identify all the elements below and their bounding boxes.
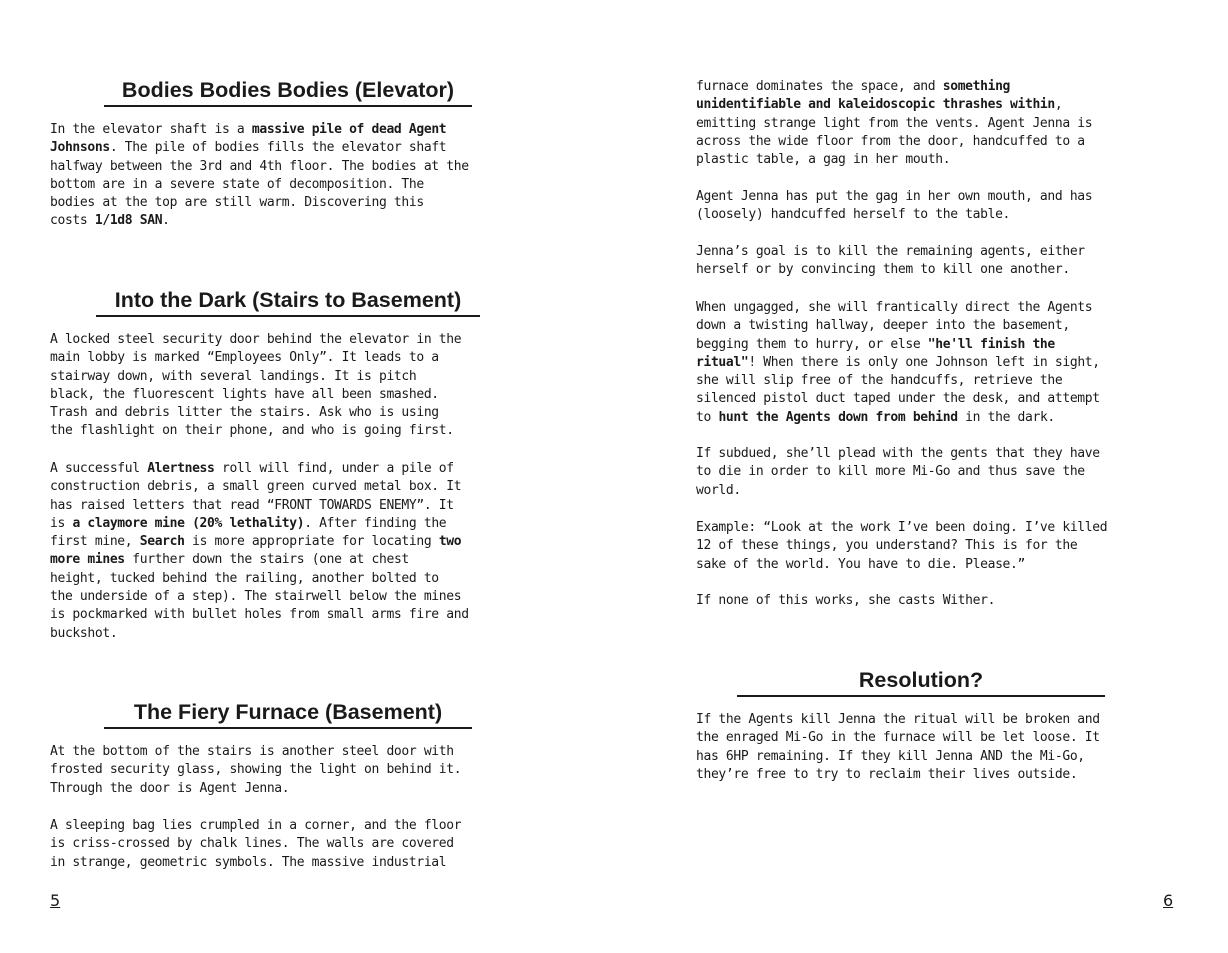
example-paragraph — [696, 519, 1182, 574]
body-text: . The pile of bodies fills the elevator shaft halfway between the 3rd and 4th floor. The bodies at the bottom are in a severe state of decomposition. The bodies at the top are still warm. Discovering this costs — [50, 140, 469, 229]
bold-text: 1/1d8 SAN — [94, 213, 163, 229]
body-text: In the elevator shaft is a — [50, 122, 252, 137]
bold-text: "he'll finish the ritual" — [696, 336, 1055, 370]
body-text: is more appropriate for locating — [184, 534, 439, 550]
section-heading-basement: The Fiery Furnace (Basement) — [104, 698, 472, 729]
body-text: If subdued, she’ll plead with the gents that they have to die in order to kill more Mi-Go and thus save the world. — [696, 446, 1100, 498]
body-text: in the dark. — [957, 409, 1055, 425]
section-heading-resolution: Resolution? — [737, 666, 1105, 697]
page-number-left: 5 — [50, 891, 61, 910]
body-text: A successful — [50, 461, 148, 476]
body-text: At the bottom of the stairs is another steel door with frosted security glass, showing the light on behind it. Through the door is Agent Jenna. — [50, 744, 462, 796]
body-text: . After finding the first mine, — [50, 515, 447, 550]
body-text: furnace dominates the space, and — [696, 79, 943, 94]
stairs-paragraph-1 — [50, 331, 530, 441]
body-text: further down the stairs (one at chest height, tucked behind the railing, another bolted to the underside of a step). The stairwell below the mines is pockmarked with bullet holes from small arms fire and buckshot. — [50, 552, 469, 641]
wither-paragraph — [696, 592, 1182, 610]
ungagged-paragraph — [696, 299, 1182, 427]
bold-text: Search — [139, 534, 185, 550]
bold-text: two more mines — [50, 534, 462, 568]
body-text: If none of this works, she casts Wither. — [696, 593, 996, 608]
section-heading-stairs: Into the Dark (Stairs to Basement) — [96, 286, 480, 317]
elevator-paragraph — [50, 121, 530, 231]
body-text: Jenna’s goal is to kill the remaining agents, either herself or by convincing them to kill one another. — [696, 244, 1085, 278]
subdued-paragraph — [696, 445, 1182, 500]
basement-paragraph-1 — [50, 743, 530, 798]
body-text: Agent Jenna has put the gag in her own mouth, and has (loosely) handcuffed herself to the table. — [696, 189, 1093, 223]
basement-paragraph-2 — [50, 817, 530, 872]
body-text: , emitting strange light from the vents. Agent Jenna is across the wide floor from the door, handcuffed to a plastic table, a gag in her mouth. — [696, 97, 1093, 168]
section-heading-elevator: Bodies Bodies Bodies (Elevator) — [104, 76, 472, 107]
body-text: Example: “Look at the work I’ve been doing. I’ve killed 12 of these things, you understand? This is for the sake of the world. You have to die. Please.” — [696, 520, 1108, 572]
body-text: . — [162, 213, 170, 229]
body-text: A locked steel security door behind the elevator in the main lobby is marked “Employees Only”. It leads to a stairway down, with several landings. It is pitch black, the fluorescent lights have all been smashed. Trash and debris litter the stairs. Ask who is using the flashlight on their phone, and who is going first. — [50, 332, 462, 439]
body-text: A sleeping bag lies crumpled in a corner, and the floor is criss-crossed by chalk lines. The walls are covered in strange, geometric symbols. The massive industrial — [50, 818, 462, 870]
body-text: roll will find, under a pile of construction debris, a small green curved metal box. It has raised letters that read “FRONT TOWARDS ENEMY”. It is — [50, 461, 462, 531]
bold-text: massive pile of dead Agent Johnsons — [50, 122, 447, 156]
goal-paragraph — [696, 243, 1182, 280]
stairs-paragraph-2 — [50, 460, 530, 643]
body-text: If the Agents kill Jenna the ritual will be broken and the enraged Mi-Go in the furnace will be let loose. It has 6HP remaining. If they kill Jenna AND the Mi-Go, they’re free to try to reclaim their lives outside. — [696, 712, 1100, 782]
page-number-right: 6 — [1163, 891, 1174, 910]
bold-text: Alertness — [147, 461, 215, 476]
bold-text: a claymore mine (20% lethality) — [72, 515, 305, 531]
bold-text: something unidentifiable and kaleidoscopic thrashes within — [696, 79, 1055, 113]
gag-paragraph — [696, 188, 1182, 225]
body-text: ! When there is only one Johnson left in sight, she will slip free of the handcuffs, retrieve the silenced pistol duct taped under the desk, and attempt to — [696, 354, 1100, 425]
furnace-paragraph — [696, 78, 1182, 169]
body-text: When ungagged, she will frantically direct the Agents down a twisting hallway, deeper into the basement, begging them to hurry, or else — [696, 300, 1093, 352]
bold-text: hunt the Agents down from behind — [718, 409, 958, 425]
resolution-paragraph — [696, 711, 1182, 784]
